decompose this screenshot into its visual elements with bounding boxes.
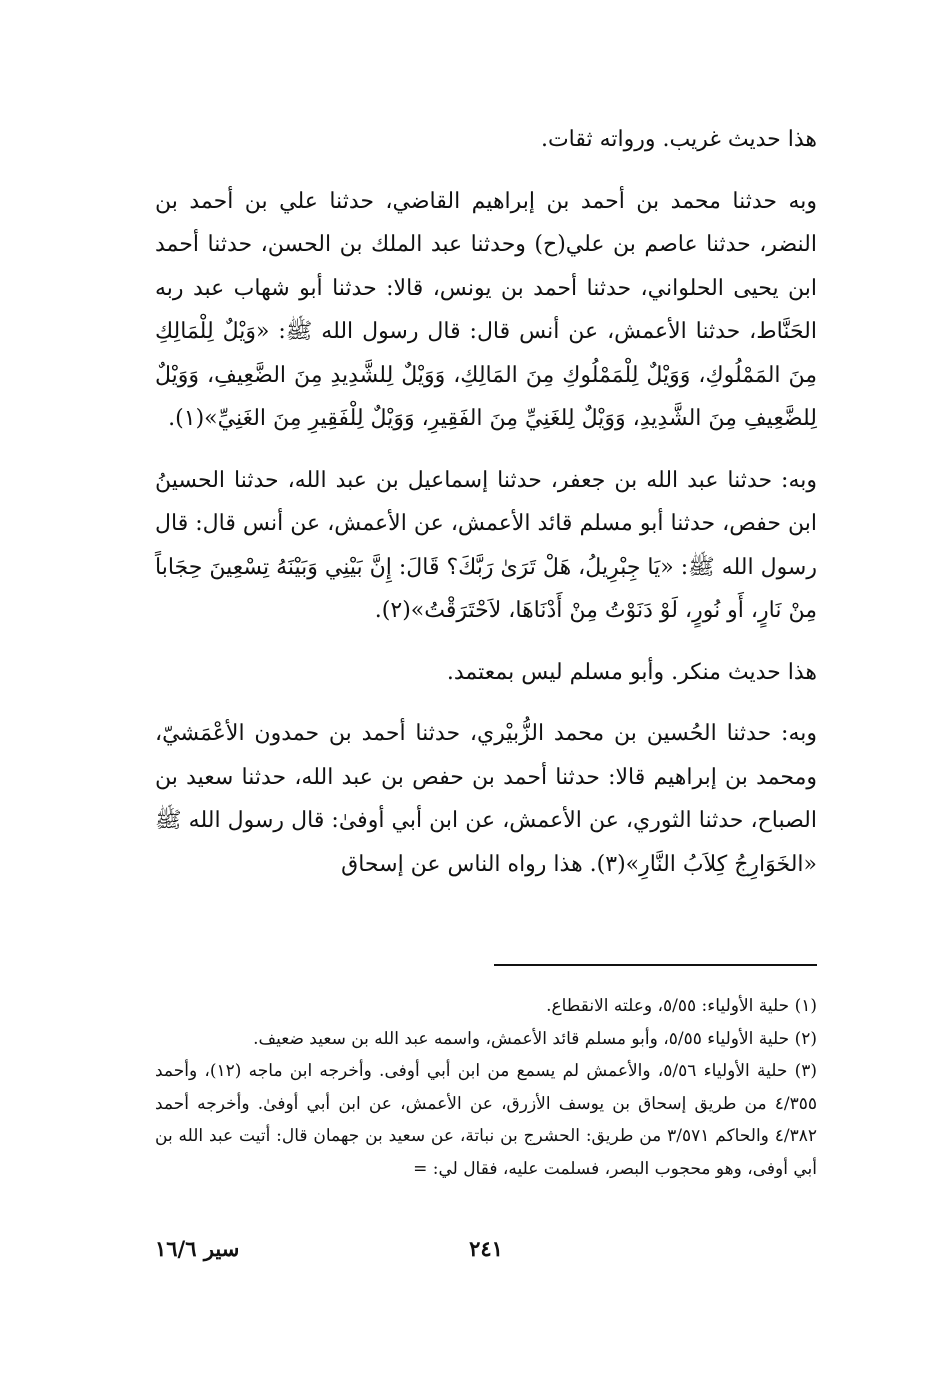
paragraph-gap xyxy=(155,633,817,651)
paragraph-5: وبه: حدثنا الحُسين بن محمد الزُّبيْري، حدثنا أحمد بن حمدون الأعْمَشيّ، ومحمد بن إبراهيم قالا: حدثنا أحمد بن حفص بن عبد الله، حدثنا سعيد بن الصباح، حدثنا الثوري، عن الأعمش، عن ابن أبي أوفىٰ: قال رسول الله ﷺ «الخَوَارِجُ كِلاَبُ النَّارِ»(٣). هذا رواه الناس عن إسحاق xyxy=(155,721,817,877)
footnote-2: (٢) حلية الأولياء ٥/٥٥، وأبو مسلم قائد الأعمش، واسمه عبد الله بن سعيد ضعيف. xyxy=(253,1028,817,1049)
footnote-1: (١) حلية الأولياء: ٥/٥٥، وعلته الانقطاع. xyxy=(546,996,817,1016)
paragraph-1: هذا حديث غريب. ورواته ثقات. xyxy=(540,127,817,152)
paragraph-4: هذا حديث منكر. وأبو مسلم ليس بمعتمد. xyxy=(446,659,817,685)
page-footer xyxy=(155,1236,817,1272)
printer-signature: سير ١٦/٦ xyxy=(155,1236,240,1261)
footnote-separator xyxy=(494,964,817,966)
footnotes xyxy=(155,990,817,1185)
paragraph-gap xyxy=(155,162,817,180)
paragraph-gap xyxy=(155,694,817,712)
paragraph-2: وبه حدثنا محمد بن أحمد بن إبراهيم القاضي، حدثنا علي بن أحمد بن النضر، حدثنا عاصم بن علي(ح) وحدثنا عبد الملك بن الحسن، حدثنا أحمد ابن يحيى الحلواني، حدثنا أحمد بن يونس، قالا: حدثنا أبو شهاب عبد ربه الحَنَّاط، حدثنا الأعمش، عن أنس قال: قال رسول الله ﷺ: «وَيْلٌ لِلْمَالِكِ مِنَ المَمْلُوكِ، وَوَيْلٌ لِلْمَمْلُوكِ مِنَ المَالِكِ، وَوَيْلٌ لِلشَّدِيدِ مِنَ الضَّعِيفِ، وَوَيْلٌ لِلضَّعِيفِ مِنَ الشَّدِيدِ، وَوَيْلٌ لِلغَنِيِّ مِنَ الفَقِيرِ، وَوَيْلٌ لِلْفَقِيرِ مِنَ الغَنِيِّ»(١). xyxy=(155,188,817,431)
paragraph-gap xyxy=(155,441,817,459)
footnote-3: (٣) حلية الأولياء ٥/٥٦، والأعمش لم يسمع من ابن أبي أوفى. وأخرجه ابن ماجه (١٢)، وأحمد ٤/٣٥٥ من طريق إسحاق بن يوسف الأزرق، عن الأعمش، عن ابن أبي أوفىٰ. وأخرجه أحمد ٤/٣٨٢ والحاكم ٣/٥٧١ من طريق: الحشرج بن نباتة، عن سعيد بن جهمان قال: أتيت عبد الله بن أبي أوفى، وهو محجوب البصر، فسلمت عليه، فقال لي: = xyxy=(155,1061,817,1179)
page xyxy=(155,118,817,1358)
paragraph-3: وبه: حدثنا عبد الله بن جعفر، حدثنا إسماعيل بن عبد الله، حدثنا الحسينُ ابن حفص، حدثنا أبو مسلم قائد الأعمش، عن الأعمش، عن أنس قال: قال رسول الله ﷺ: «يَا جِبْرِيلُ، هَلْ تَرَىٰ رَبَّكَ؟ قَالَ: إِنَّ بَيْنِي وَبَيْنَهُ تِسْعِينَ حِجَاباً مِنْ نَارٍ، أَو نُورٍ، لَوْ دَنَوْتُ مِنْ أَدْنَاهَا، لاَحْتَرَقْتُ»(٢). xyxy=(155,467,817,623)
page-number: ٢٤١ xyxy=(469,1236,503,1261)
